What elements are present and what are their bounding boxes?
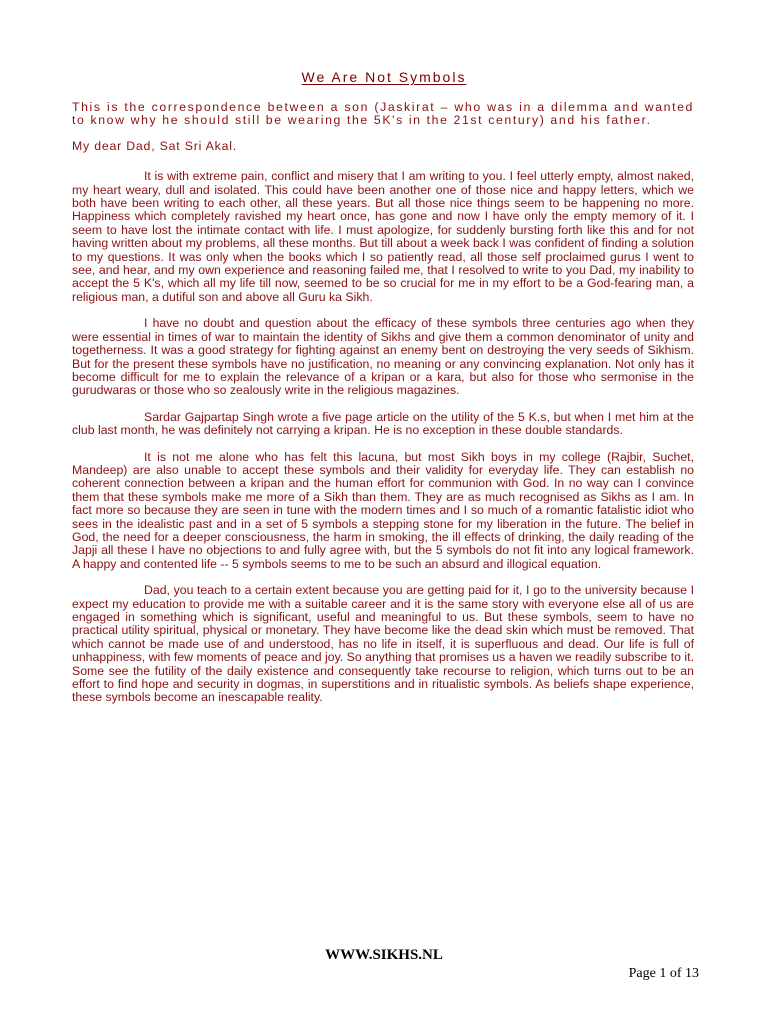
- page-number: Page 1 of 13: [628, 966, 699, 981]
- body-paragraph-5: Dad, you teach to a certain extent because you are getting paid for it, I go to the university because I expect my education to provide me with a suitable career and it is the same story with everyone else all of us are engaged in something which is significant, useful and meaningful to us. But these symbols, seem to have no practical utility spiritual, physical or monetary. They have become like the dead skin which must be removed. That which cannot be made use of and understood, has no life in itself, it is superfluous and dead. Our life is full of unhappiness, with few moments of peace and joy. So anything that promises us a haven we readily subscribe to it. Some see the futility of the daily existence and consequently take recourse to religion, which turns out to be an effort to find hope and security in dogmas, in superstitions and in ritualistic symbols. As beliefs shape experience, these symbols become an inescapable reality.: [72, 583, 694, 705]
- salutation: My dear Dad, Sat Sri Akal.: [72, 138, 238, 153]
- body-paragraph-4: It is not me alone who has felt this lacuna, but most Sikh boys in my college (Rajbir, Suchet, Mandeep) are also unable to accept these symbols and their validity for everyday life. They can establish no coherent connection between a kripan and the human effort for communion with God. In no way can I convince them that these symbols make me more of a Sikh than them. They are as much recognised as Sikhs as I am. In fact more so because they are seen in tune with the modern times and I so much of a romantic fatalistic idiot who sees in the idealistic past and in a set of 5 symbols a stepping stone for my liberation in the future. The belief in God, the need for a deeper consciousness, the harm in smoking, the ill effects of drinking, the daily reading of the Japji all these I have no objections to and fully agree with, but the 5 symbols do not fit into any logical framework. A happy and contented life -- 5 symbols seems to me to be such an absurd and illogical equation.: [72, 449, 694, 571]
- body-paragraph-1: It is with extreme pain, conflict and misery that I am writing to you. I feel utterly empty, almost naked, my heart weary, dull and isolated. This could have been another one of those nice and happy letters, which we both have been writing to each other, all these years. But all those nice things seem to be happening no more. Happiness which completely ravished my heart once, has gone and now I have only the empty memory of it. I seem to have lost the intimate contact with life. I must apologize, for suddenly bursting forth like this and for not having written about my problems, all these months. But till about a week back I was confident of finding a solution to my questions. It was only when the books which I so patiently read, all those self proclaimed gurus I went to see, and hear, and my own experience and reasoning failed me, that I resolved to write to you Dad, my inability to accept the 5 K's, which all my life till now, seemed to be so crucial for me in my effort to be a God-fearing man, a religious man, a dutiful son and above all Guru ka Sikh.: [72, 169, 694, 304]
- body-paragraph-2: I have no doubt and question about the efficacy of these symbols three centuries ago when they were essential in times of war to maintain the identity of Sikhs and give them a common denominator of unity and togetherness. It was a good strategy for fighting against an enemy bent on destroying the very seeds of Sikhism. But for the present these symbols have no justification, no meaning or any convincing explanation. Not only has it become difficult for me to explain the relevance of a kripan or a kara, but also for those who sermonise in the gurudwaras or those who so zealously write in the religious magazines.: [72, 316, 694, 398]
- intro-paragraph: This is the correspondence between a son (Jaskirat – who was in a dilemma and wanted to know why he should still be wearing the 5K's in the 21st century) and his father.: [72, 100, 694, 128]
- document-body: [72, 101, 694, 718]
- document-title: We Are Not Symbols: [301, 69, 467, 85]
- footer-website: WWW.SIKHS.NL: [325, 947, 443, 963]
- body-paragraph-3: Sardar Gajpartap Singh wrote a five page article on the utility of the 5 K.s, but when I met him at the club last month, he was definitely not carrying a kripan. He is no exception in these double standards.: [72, 409, 694, 438]
